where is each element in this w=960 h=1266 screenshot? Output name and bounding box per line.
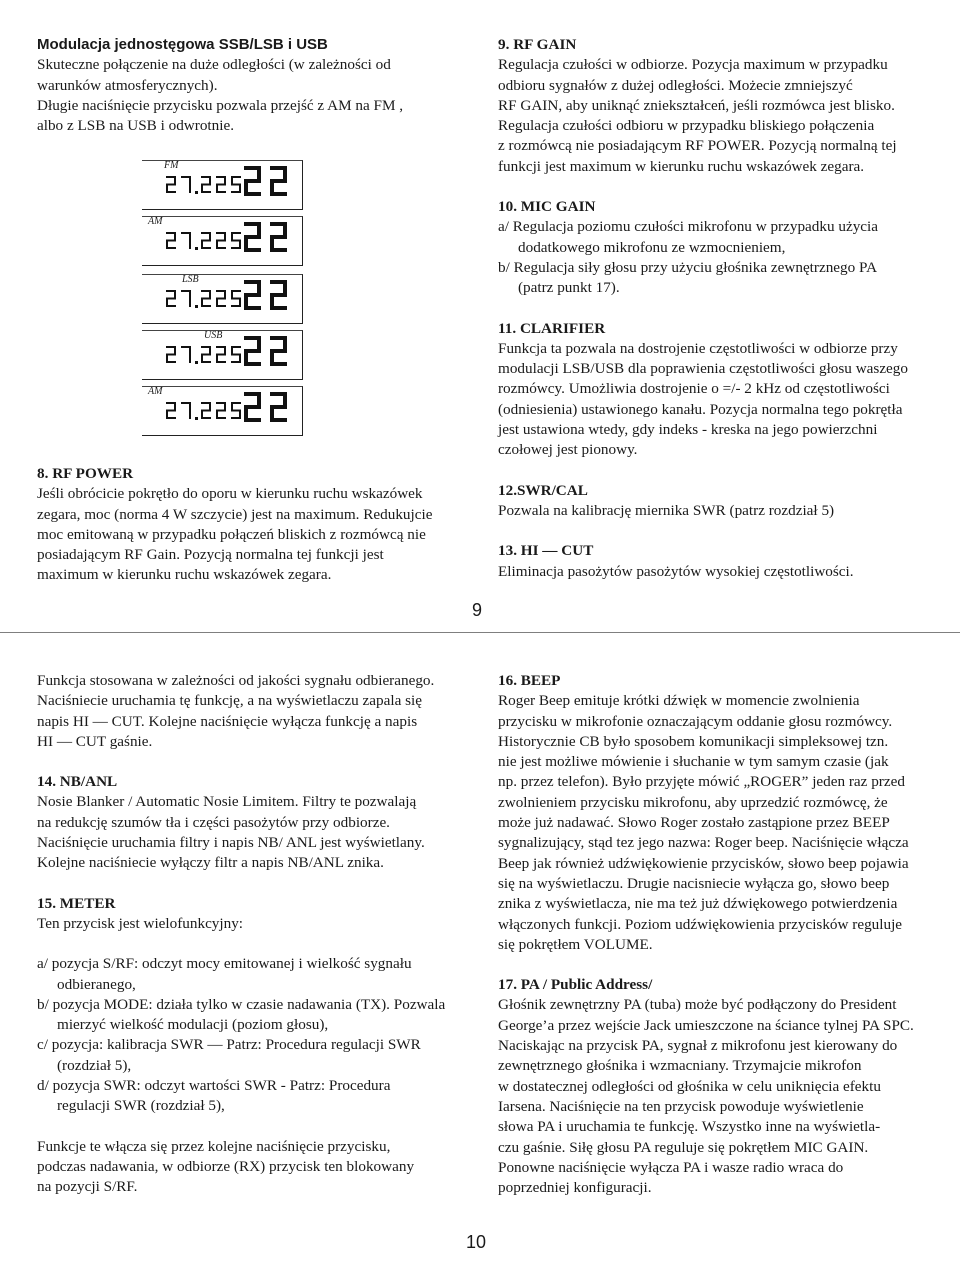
hi-cut-desc-line: HI — CUT gaśnie. xyxy=(37,732,153,750)
lcd-segment xyxy=(283,336,287,351)
ssb-line: Długie naciśnięcie przycisku pozwala przejść z AM na FM , xyxy=(37,96,404,114)
pa-line: zewnętrznego głośnika i wzmacniany. Trzymajcie mikrofon xyxy=(498,1057,862,1075)
rf-gain-line: odbioru sygnałów z dużej odległości. Możecie zmniejszyć xyxy=(498,76,853,94)
lcd-segment xyxy=(244,306,261,310)
lcd-segment xyxy=(209,176,211,185)
pa-line: poprzedniej konfiguracji. xyxy=(498,1179,652,1197)
lcd-mode-label: AM xyxy=(148,386,163,397)
lcd-segment xyxy=(224,290,226,299)
beep-line: sygnalizujący, stąd tez jego nazwa: Roger beep. Naciśnięcie włącza xyxy=(498,834,909,852)
nb-anl-title: 14. NB/ANL xyxy=(37,773,118,791)
lcd-segment xyxy=(283,222,287,237)
lcd-segment xyxy=(257,280,261,295)
mic-gain-title: 10. MIC GAIN xyxy=(498,198,596,216)
lcd-segment xyxy=(189,346,191,355)
bottom-left-column xyxy=(37,671,477,1198)
lcd-decimal-point xyxy=(195,247,198,250)
beep-line: znika z wyświetlacza, nie ma też już dźwiękowego potwierdzenia xyxy=(498,895,898,913)
meter-title: 15. METER xyxy=(37,894,116,912)
meter-outro-line: Funkcje te włącza się przez kolejne naciśnięcie przycisku, xyxy=(37,1137,391,1155)
lcd-segment xyxy=(189,185,191,194)
rf-gain-line: funkcji jest maximum w kierunku ruchu wskazówek zegara. xyxy=(498,157,865,175)
lcd-decimal-point xyxy=(195,417,198,420)
ssb-line: albo z LSB na USB i odwrotnie. xyxy=(37,117,234,135)
lcd-segment xyxy=(257,336,261,351)
rf-power-line: maximum w kierunku ruchu wskazówek zegara. xyxy=(37,566,332,584)
lcd-segment xyxy=(201,361,211,363)
lcd-segment xyxy=(231,417,241,419)
beep-title: 16. BEEP xyxy=(498,672,561,689)
nb-anl-line: Nosie Blanker / Automatic Nosie Limitem. Filtry te pozwalają xyxy=(37,793,417,811)
lcd-digits xyxy=(142,161,302,209)
lcd-segment xyxy=(257,166,261,181)
lcd-segment xyxy=(231,232,233,241)
lcd-digits xyxy=(142,331,302,379)
lcd-segment xyxy=(231,290,233,299)
clarifier-line: (odniesienia) ustawionego kanału. Pozycja normalna tego pokrętła xyxy=(498,400,903,418)
rf-gain-line: z rozmówcą nie posiadającym RF POWER. Pozycją normalną tej xyxy=(498,137,897,155)
lcd-segment xyxy=(201,191,211,193)
clarifier-line: Funkcja ta pozwala na dostrojenie częstotliwości w odbiorze przy xyxy=(498,339,898,357)
lcd-segment xyxy=(189,241,191,250)
lcd-segment xyxy=(174,290,176,299)
lcd-segment xyxy=(166,191,176,193)
rf-power-line: Jeśli obrócicie pokrętło do oporu w kierunku ruchu wskazówek xyxy=(37,485,423,503)
lcd-segment xyxy=(189,355,191,364)
lcd-segment xyxy=(174,346,176,355)
pa-line: słowa PA i uruchamia te funkcję. Wszystko inne na wyświetla- xyxy=(498,1118,881,1136)
mic-gain-line: dodatkowego mikrofonu ze wzmocnieniem, xyxy=(518,238,786,256)
meter-item: odbieranego, xyxy=(57,975,136,993)
lcd-segment xyxy=(174,402,176,411)
lcd-segment xyxy=(166,305,176,307)
rf-gain-line: Regulacja czułości odbioru w przypadku bliskiego połączenia xyxy=(498,117,875,135)
lcd-segment xyxy=(201,247,211,249)
ssb-title: Modulacja jednostęgowa SSB/LSB i USB xyxy=(37,36,328,53)
beep-line: się pokrętłem VOLUME. xyxy=(498,935,653,953)
rf-gain-line: RF GAIN, aby uniknąć zniekształceń, jeśli rozmówca jest blisko. xyxy=(498,96,895,114)
rf-power-title: 8. RF POWER xyxy=(37,465,134,482)
lcd-segment xyxy=(224,232,226,241)
lcd-decimal-point xyxy=(195,361,198,364)
page-number: 10 xyxy=(466,1232,487,1252)
lcd-mode-label: LSB xyxy=(182,274,199,285)
rf-power-line: moc emitowaną w przypadku połączeń bliskich z rozmówcą nie xyxy=(37,525,426,543)
lcd-segment xyxy=(201,417,211,419)
lcd-digits xyxy=(142,387,302,435)
rf-power-section xyxy=(37,464,467,586)
nb-anl-line: na redukcję szumów tła i części pasożytów przy odbiorze. xyxy=(37,813,390,831)
mic-gain-line: b/ Regulacja siły głosu przy użyciu głośnika zewnętrznego PA xyxy=(498,258,878,276)
clarifier-title: 11. CLARIFIER xyxy=(498,319,606,337)
beep-line: Roger Beep emituje krótki dźwięk w momencie zwolnienia xyxy=(498,692,860,710)
clarifier-line: modulacji LSB/USB dla poprawienia częstotliwości głosu waszego xyxy=(498,360,908,378)
mic-gain-line: a/ Regulacja poziomu czułości mikrofonu w przypadku użycia xyxy=(498,218,878,236)
lcd-segment xyxy=(216,305,226,307)
lcd-segment xyxy=(231,361,241,363)
lcd-digits xyxy=(142,275,302,323)
mic-gain-line: (patrz punkt 17). xyxy=(518,279,620,297)
lcd-segment xyxy=(231,402,233,411)
lcd-segment xyxy=(209,402,211,411)
meter-item: (rozdział 5), xyxy=(57,1056,132,1074)
lcd-segment xyxy=(216,191,226,193)
lcd-segment xyxy=(283,392,287,407)
lcd-segment xyxy=(166,417,176,419)
page-divider xyxy=(0,632,960,633)
lcd-segment xyxy=(231,191,241,193)
lcd-segment xyxy=(174,176,176,185)
bottom-right-column xyxy=(498,671,948,1198)
lcd-segment xyxy=(283,280,287,295)
clarifier-line: rozmówcy. Umożliwia dostrojenie o =/- 2 kHz od częstotliwości xyxy=(498,380,890,398)
lcd-decimal-point xyxy=(195,305,198,308)
pa-line: George’a przez wejście Jack umieszczone na ściance tylnej PA SPC. xyxy=(498,1016,914,1034)
lcd-segment xyxy=(209,290,211,299)
lcd-segment xyxy=(166,247,176,249)
clarifier-line: czołowej jest pionowy. xyxy=(498,441,638,459)
lcd-segment xyxy=(244,418,261,422)
meter-item: b/ pozycja MODE: działa tylko w czasie nadawania (TX). Pozwala xyxy=(37,995,446,1013)
beep-line: nie jest możliwe mówienie i słuchanie w tym samym czasie (jak xyxy=(498,753,889,771)
lcd-segment xyxy=(201,305,211,307)
rf-gain-line: Regulacja czułości w odbiorze. Pozycja maximum w przypadku xyxy=(498,56,888,74)
lcd-segment xyxy=(270,362,287,366)
lcd-segment xyxy=(257,392,261,407)
meter-item: a/ pozycja S/RF: odczyt mocy emitowanej i wielkość sygnału xyxy=(37,955,412,973)
lcd-segment xyxy=(174,232,176,241)
lcd-decimal-point xyxy=(195,191,198,194)
top-left-column xyxy=(37,35,467,136)
rf-power-line: zegara, moc (norma 4 W szczycie) jest na maximum. Redukujcie xyxy=(37,505,433,523)
meter-intro: Ten przycisk jest wielofunkcyjny: xyxy=(37,914,244,932)
lcd-segment xyxy=(244,248,261,252)
lcd-segment xyxy=(216,361,226,363)
lcd-display xyxy=(142,160,303,210)
pa-line: Naciskając na przycisk PA, sygnał z mikrofonu jest kierowany do xyxy=(498,1037,898,1055)
nb-anl-line: Kolejne naciśniecie wyłączy filtr a napis NB/ANL znika. xyxy=(37,854,384,872)
meter-item: d/ pozycja SWR: odczyt wartości SWR - Patrz: Procedura xyxy=(37,1077,391,1095)
meter-item: c/ pozycja: kalibracja SWR — Patrz: Procedura regulacji SWR xyxy=(37,1036,421,1054)
lcd-display xyxy=(142,216,303,266)
hi-cut-title: 13. HI — CUT xyxy=(498,542,594,560)
meter-outro-line: na pozycji S/RF. xyxy=(37,1178,138,1196)
hi-cut-line: Eliminacja pasożytów pasożytów wysokiej częstotliwości. xyxy=(498,562,854,580)
lcd-segment xyxy=(270,418,287,422)
lcd-segment xyxy=(209,232,211,241)
rf-power-line: posiadającym RF Gain. Pozycją normalna tej funkcji jest xyxy=(37,546,384,564)
rf-gain-title: 9. RF GAIN xyxy=(498,36,577,53)
lcd-display xyxy=(142,330,303,380)
pa-line: Iarsena. Naciśnięcie na ten przycisk powoduje wyświetlenie xyxy=(498,1097,864,1115)
beep-line: przycisku w mikrofonie oznaczającym oddanie głosu rozmówcy. xyxy=(498,712,893,730)
lcd-segment xyxy=(224,402,226,411)
beep-line: włączonych funkcji. Poziom udźwiękowienia przycisków reguluje xyxy=(498,915,903,933)
lcd-segment xyxy=(257,222,261,237)
lcd-segment xyxy=(270,192,287,196)
beep-line: się na wyświetlaczu. Drugie nacisniecie wyłącza go, słowo beep xyxy=(498,874,890,892)
lcd-segment xyxy=(224,176,226,185)
lcd-segment xyxy=(270,306,287,310)
ssb-line: warunków atmosferycznych). xyxy=(37,76,218,94)
lcd-segment xyxy=(189,299,191,308)
lcd-segment xyxy=(244,362,261,366)
lcd-segment xyxy=(224,346,226,355)
pa-title: 17. PA / Public Address/ xyxy=(498,976,653,994)
ssb-line: Skuteczne połączenie na duże odległości (w zależności od xyxy=(37,56,391,74)
pa-line: czu gaśnie. Siłę głosu PA reguluje się pokrętłem MIC GAIN. xyxy=(498,1138,869,1156)
lcd-digits xyxy=(142,217,302,265)
top-right-column xyxy=(498,35,948,582)
nb-anl-line: Naciśnięcie uruchamia filtry i napis NB/ ANL jest wyświetlany. xyxy=(37,834,425,852)
lcd-segment xyxy=(189,290,191,299)
lcd-segment xyxy=(231,346,233,355)
pa-line: Ponowne naciśnięcie wyłącza PA i wasze radio wraca do xyxy=(498,1158,844,1176)
ssb-body xyxy=(37,55,467,136)
swr-cal-line: Pozwala na kalibrację miernika SWR (patrz rozdział 5) xyxy=(498,501,835,519)
lcd-segment xyxy=(283,166,287,181)
page-number: 9 xyxy=(472,600,483,620)
lcd-segment xyxy=(270,248,287,252)
hi-cut-desc-line: Naciśniecie uruchamia tę funkcję, a na wyświetlaczu zapala się xyxy=(37,692,422,710)
lcd-segment xyxy=(166,361,176,363)
lcd-mode-label: AM xyxy=(148,216,163,227)
meter-item: regulacji SWR (rozdział 5), xyxy=(57,1097,225,1115)
lcd-segment xyxy=(189,232,191,241)
lcd-segment xyxy=(189,176,191,185)
hi-cut-desc-line: napis HI — CUT. Kolejne naciśnięcie wyłącza funkcję a napis xyxy=(37,712,418,730)
lcd-segment xyxy=(189,411,191,420)
pa-line: w dostatecznej odległości od głośnika w celu uniknięcia efektu xyxy=(498,1077,881,1095)
lcd-display xyxy=(142,274,303,324)
meter-outro-line: podczas nadawania, w odbiorze (RX) przycisk ten blokowany xyxy=(37,1157,415,1175)
lcd-segment xyxy=(231,247,241,249)
lcd-segment xyxy=(244,192,261,196)
lcd-segment xyxy=(189,402,191,411)
clarifier-line: jest ustawiona wtedy, gdy indeks - kreska na jego powierzchni xyxy=(498,421,878,439)
lcd-display xyxy=(142,386,303,436)
swr-cal-title: 12.SWR/CAL xyxy=(498,481,588,499)
lcd-segment xyxy=(216,247,226,249)
meter-item: mierzyć wielkość modulacji (poziom głosu), xyxy=(57,1016,329,1034)
lcd-segment xyxy=(209,346,211,355)
lcd-mode-label: USB xyxy=(204,330,223,341)
lcd-segment xyxy=(231,305,241,307)
lcd-mode-label: FM xyxy=(164,160,179,171)
lcd-segment xyxy=(231,176,233,185)
hi-cut-desc-line: Funkcja stosowana w zależności od jakości sygnału odbieranego. xyxy=(37,672,435,689)
beep-line: np. przez telefon). Było przyjęte mówić „ROGER” jeden raz przed xyxy=(498,773,905,791)
lcd-segment xyxy=(216,417,226,419)
beep-line: może już nadawać. Słowo Roger zostało zastąpione przez BEEP xyxy=(498,814,890,832)
beep-line: Beep jak również udźwiękowienie przycisków, słowo beep pojawia xyxy=(498,854,909,872)
beep-line: zwolnieniem przycisku mikrofonu, aby uprzedzić rozmówcę, że xyxy=(498,793,888,811)
beep-line: Historycznie CB było sposobem komunikacji simpleksowej tzn. xyxy=(498,732,889,750)
pa-line: Głośnik zewnętrzny PA (tuba) może być podłączony do President xyxy=(498,996,897,1014)
